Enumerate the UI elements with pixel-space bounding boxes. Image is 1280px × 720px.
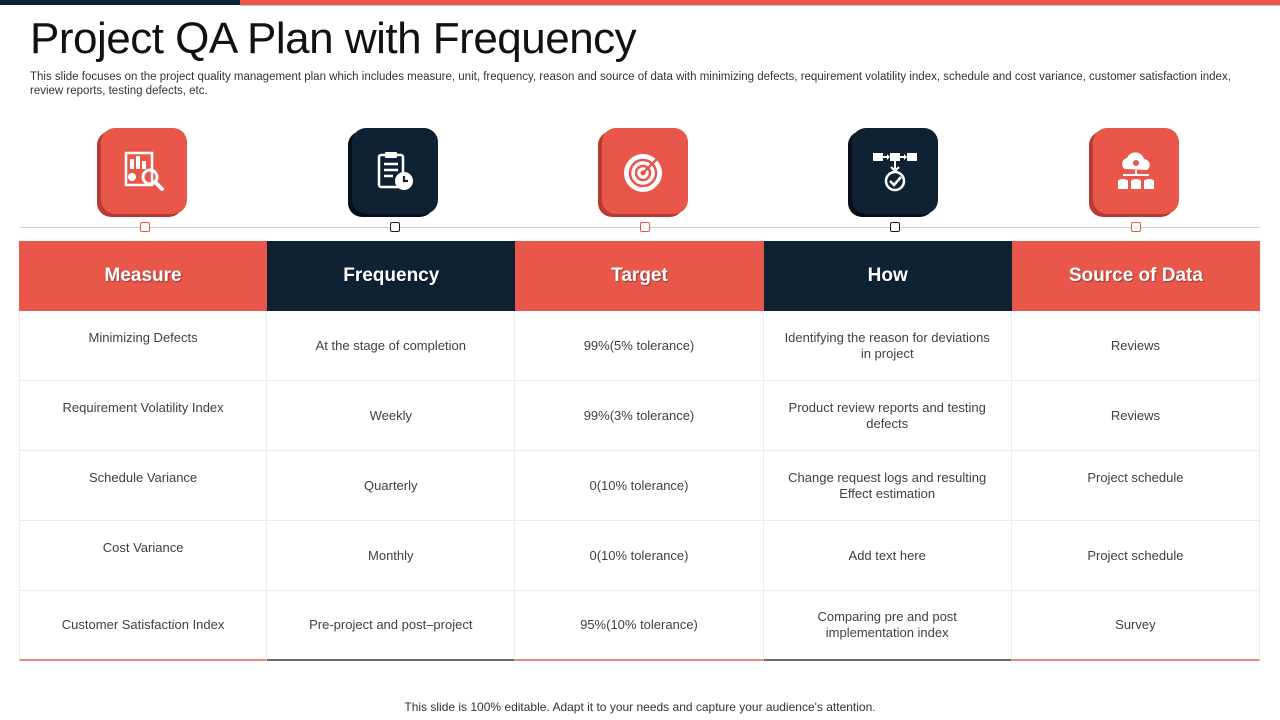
table-cell: Reviews [1012,311,1260,381]
clipboard-clock-icon [371,147,419,195]
qa-plan-table [19,241,1260,661]
report-analysis-icon-tile [101,128,187,214]
header-frequency: Frequency [267,241,515,311]
table-cell: Customer Satisfaction Index [19,591,267,661]
page-title: Project QA Plan with Frequency [30,14,637,63]
table-cell: Monthly [267,521,515,591]
page-subtitle: This slide focuses on the project quality management plan which includes measure, unit, frequency, reason and source of data with minimizing defects, requirement volatility index, schedule and cost variance, customer satisfaction index, review reports, testing defects, etc. [30,71,1231,97]
table-cell: Cost Variance [19,521,267,591]
top-accent-bar-red [240,0,1280,5]
table-cell: Pre-project and post–project [267,591,515,661]
timeline-marker [1131,222,1141,232]
table-cell: Schedule Variance [19,451,267,521]
table-cell: Project schedule [1012,451,1260,521]
table-cell: Quarterly [267,451,515,521]
table-cell: Comparing pre and post implementation index [764,591,1012,661]
table-cell: Reviews [1012,381,1260,451]
table-cell: 95%(10% tolerance) [515,591,763,661]
table-cell: 99%(3% tolerance) [515,381,763,451]
timeline-marker [640,222,650,232]
table-cell: 0(10% tolerance) [515,521,763,591]
top-accent-bar-dark [0,0,240,5]
table-cell: Minimizing Defects [19,311,267,381]
cloud-database-icon-tile [1093,128,1179,214]
header-source-of-data: Source of Data [1012,241,1260,311]
header-how: How [764,241,1012,311]
table-cell: At the stage of completion [267,311,515,381]
footer-note: This slide is 100% editable. Adapt it to your needs and capture your audience's attention. [404,700,876,714]
workflow-check-icon-tile [852,128,938,214]
workflow-check-icon [871,147,919,195]
timeline-marker [890,222,900,232]
clipboard-clock-icon-tile [352,128,438,214]
table-cell: Product review reports and testing defects [764,381,1012,451]
table-cell: Weekly [267,381,515,451]
timeline-marker [140,222,150,232]
table-cell: Change request logs and resulting Effect estimation [764,451,1012,521]
table-cell: Add text here [764,521,1012,591]
cloud-database-icon [1112,147,1160,195]
table-cell: Identifying the reason for deviations in project [764,311,1012,381]
header-target: Target [515,241,763,311]
target-icon [621,147,669,195]
report-analysis-icon [120,147,168,195]
timeline-marker [390,222,400,232]
target-icon-tile [602,128,688,214]
table-cell: 0(10% tolerance) [515,451,763,521]
table-cell: Survey [1012,591,1260,661]
table-cell: 99%(5% tolerance) [515,311,763,381]
table-cell: Project schedule [1012,521,1260,591]
table-cell: Requirement Volatility Index [19,381,267,451]
header-measure: Measure [19,241,267,311]
